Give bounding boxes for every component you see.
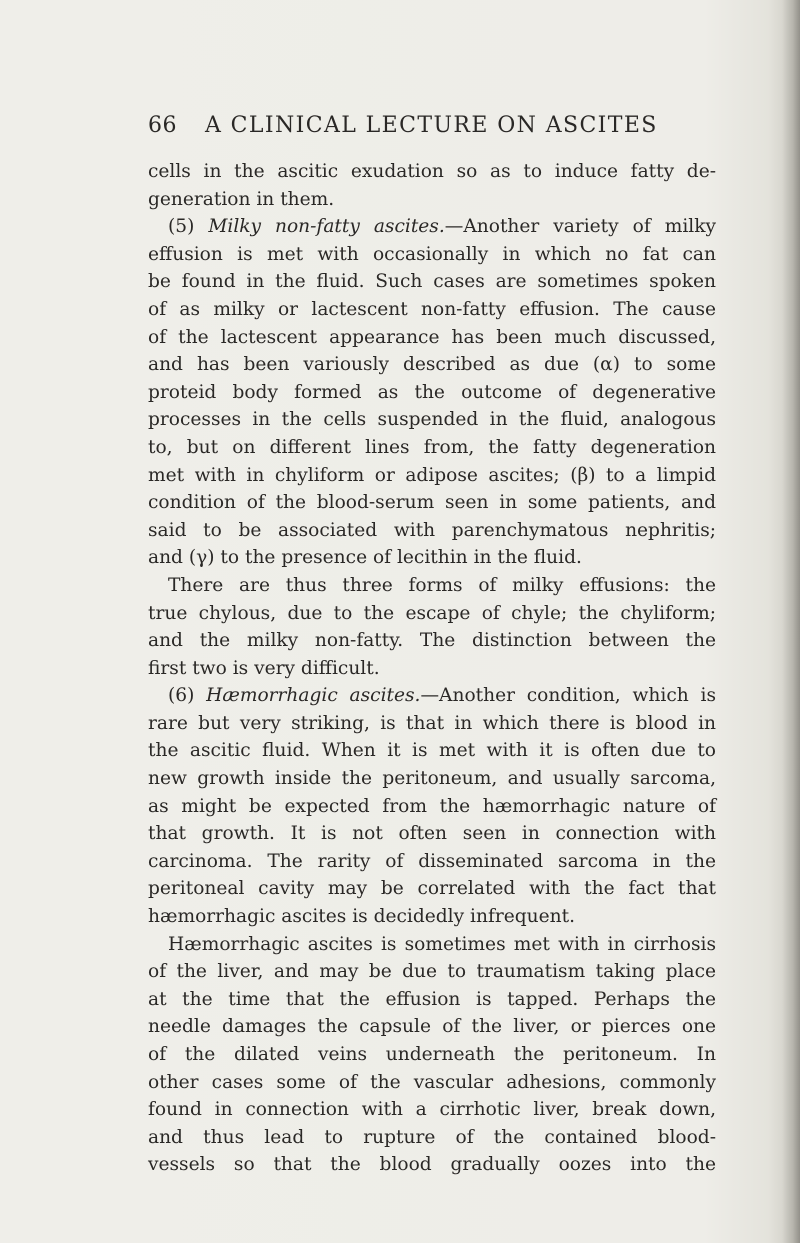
running-title: A CLINICAL LECTURE ON ASCITES [205, 113, 658, 138]
text-line: of as milky or lactescent non-fatty effusion. The cause [148, 298, 716, 320]
section-heading-line [148, 682, 716, 710]
text-line: said to be associated with parenchymatous nephritis; [148, 519, 716, 541]
text-line: hæmorrhagic ascites is decidedly infrequent. [148, 906, 575, 928]
text-line: the ascitic fluid. When it is met with it is often due to [148, 740, 716, 762]
text-line: be found in the fluid. Such cases are sometimes spoken [148, 271, 716, 293]
text-line: new growth inside the peritoneum, and usually sarcoma, [148, 768, 716, 790]
text-line: effusion is met with occasionally in which no fat can [148, 243, 716, 265]
page-edge-shadow [782, 0, 800, 1243]
text-line: other cases some of the vascular adhesions, commonly [148, 1071, 716, 1093]
text-line: to, but on different lines from, the fatty degeneration [148, 436, 716, 458]
text-line: that growth. It is not often seen in connection with [148, 823, 716, 845]
text-line: needle damages the capsule of the liver, or pierces one [148, 1016, 716, 1038]
text-line: and the milky non-fatty. The distinction between the [148, 630, 716, 652]
section-number: (5) [168, 216, 209, 238]
text-line: processes in the cells suspended in the fluid, analogous [148, 409, 716, 431]
body-text [148, 158, 716, 1179]
text-line: and thus lead to rupture of the contained blood- [148, 1126, 716, 1148]
text-line: met with in chyliform or adipose ascites; (β) to a limpid [148, 464, 716, 486]
text-line: of the dilated veins underneath the peritoneum. In [148, 1044, 716, 1065]
section-text: —Another variety of milky [444, 216, 716, 238]
text-line: condition of the blood-serum seen in some patients, and [148, 492, 716, 514]
text-line: as might be expected from the hæmorrhagic nature of [148, 795, 716, 817]
section-heading-line [148, 213, 716, 241]
text-line: true chylous, due to the escape of chyle; the chyliform; [148, 602, 716, 624]
text-line: peritoneal cavity may be correlated with the fact that [148, 878, 716, 900]
text-line: carcinoma. The rarity of disseminated sarcoma in the [148, 850, 716, 872]
text-line: of the liver, and may be due to traumatism taking place [148, 961, 716, 983]
text-line: at the time that the effusion is tapped. Perhaps the [148, 988, 716, 1010]
section-text: —Another condition, which is [420, 685, 716, 707]
section-number: (6) [168, 685, 207, 707]
section-title: Hæmorrhagic ascites. [206, 685, 421, 707]
page-header [148, 113, 708, 153]
text-line: There are thus three forms of milky effusions: the [168, 574, 716, 596]
text-line: found in connection with a cirrhotic liver, break down, [148, 1099, 716, 1121]
section-title: Milky non-fatty ascites. [208, 216, 445, 238]
text-line: and has been variously described as due (α) to some [148, 354, 716, 376]
text-line: of the lactescent appearance has been much discussed, [148, 326, 716, 348]
text-line: proteid body formed as the outcome of degenerative [148, 381, 716, 403]
text-line: generation in them. [148, 188, 335, 210]
text-line: first two is very difficult. [148, 657, 380, 679]
text-line: and (γ) to the presence of lecithin in the fluid. [148, 547, 582, 569]
text-line: cells in the ascitic exudation so as to induce fatty de- [148, 161, 716, 182]
page-number: 66 [148, 113, 177, 138]
text-line: vessels so that the blood gradually oozes into the [148, 1154, 716, 1176]
text-line: Hæmorrhagic ascites is sometimes met with in cirrhosis [168, 933, 716, 955]
text-line: rare but very striking, is that in which there is blood in [148, 712, 716, 734]
